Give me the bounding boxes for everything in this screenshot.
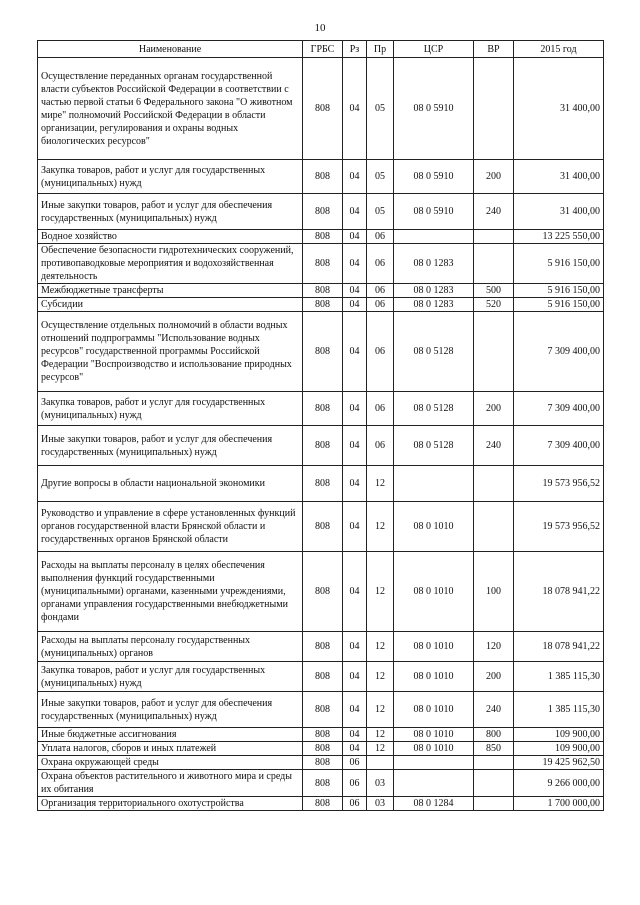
cell-sum: 5 916 150,00: [514, 298, 604, 312]
cell-grbs: 808: [303, 392, 343, 426]
cell-vr: 200: [474, 160, 514, 194]
cell-vr: [474, 502, 514, 552]
cell-name: Уплата налогов, сборов и иных платежей: [38, 742, 303, 756]
cell-rz: 04: [343, 244, 367, 284]
table-row: [38, 244, 604, 284]
cell-pr: [367, 756, 394, 770]
page-number: 10: [314, 22, 326, 34]
cell-csr: 08 0 5128: [394, 392, 474, 426]
cell-csr: 08 0 5128: [394, 312, 474, 392]
cell-grbs: 808: [303, 194, 343, 230]
cell-name: Иные закупки товаров, работ и услуг для обеспечения государственных (муниципальных) нужд: [38, 692, 303, 728]
header-pr: Пр: [367, 41, 394, 58]
cell-vr: 800: [474, 728, 514, 742]
cell-csr: 08 0 5910: [394, 160, 474, 194]
cell-sum: 5 916 150,00: [514, 284, 604, 298]
header-rz: Рз: [343, 41, 367, 58]
table-row: [38, 284, 604, 298]
cell-pr: 06: [367, 298, 394, 312]
cell-vr: [474, 797, 514, 811]
cell-rz: 04: [343, 728, 367, 742]
budget-table: [37, 40, 604, 811]
cell-grbs: 808: [303, 728, 343, 742]
cell-csr: 08 0 5910: [394, 58, 474, 160]
table-row: [38, 552, 604, 632]
cell-csr: 08 0 1283: [394, 284, 474, 298]
cell-csr: 08 0 1010: [394, 728, 474, 742]
cell-rz: 04: [343, 194, 367, 230]
cell-vr: [474, 770, 514, 797]
cell-csr: 08 0 1010: [394, 742, 474, 756]
cell-pr: 06: [367, 392, 394, 426]
cell-sum: 7 309 400,00: [514, 392, 604, 426]
cell-name: Охрана объектов растительного и животного мира и среды их обитания: [38, 770, 303, 797]
cell-name: Охрана окружающей среды: [38, 756, 303, 770]
cell-rz: 06: [343, 756, 367, 770]
cell-name: Иные закупки товаров, работ и услуг для обеспечения государственных (муниципальных) нужд: [38, 426, 303, 466]
cell-vr: [474, 756, 514, 770]
table-header-row: [38, 41, 604, 58]
table-row: [38, 160, 604, 194]
cell-grbs: 808: [303, 160, 343, 194]
cell-vr: 240: [474, 426, 514, 466]
cell-name: Руководство и управление в сфере установленных функций органов государственной власти Брянской области и государственных органов Брянской области: [38, 502, 303, 552]
cell-rz: 04: [343, 742, 367, 756]
cell-csr: 08 0 5910: [394, 194, 474, 230]
table-row: [38, 194, 604, 230]
cell-grbs: 808: [303, 298, 343, 312]
cell-pr: 12: [367, 728, 394, 742]
cell-csr: 08 0 1284: [394, 797, 474, 811]
cell-csr: [394, 466, 474, 502]
cell-pr: 12: [367, 502, 394, 552]
cell-rz: 04: [343, 426, 367, 466]
header-csr: ЦСР: [394, 41, 474, 58]
table-row: [38, 770, 604, 797]
cell-pr: 06: [367, 230, 394, 244]
cell-vr: 240: [474, 194, 514, 230]
cell-rz: 04: [343, 160, 367, 194]
cell-rz: 04: [343, 692, 367, 728]
cell-grbs: 808: [303, 797, 343, 811]
cell-rz: 04: [343, 284, 367, 298]
table-row: [38, 728, 604, 742]
cell-vr: [474, 230, 514, 244]
cell-name: Субсидии: [38, 298, 303, 312]
cell-vr: 200: [474, 392, 514, 426]
cell-name: Иные бюджетные ассигнования: [38, 728, 303, 742]
cell-csr: 08 0 1283: [394, 298, 474, 312]
cell-vr: 850: [474, 742, 514, 756]
cell-grbs: 808: [303, 244, 343, 284]
cell-grbs: 808: [303, 312, 343, 392]
cell-sum: 19 425 962,50: [514, 756, 604, 770]
cell-pr: 05: [367, 160, 394, 194]
cell-vr: 520: [474, 298, 514, 312]
cell-name: Обеспечение безопасности гидротехнических сооружений, противопаводковые мероприятия и водохозяйственная деятельность: [38, 244, 303, 284]
table-row: [38, 298, 604, 312]
cell-csr: [394, 756, 474, 770]
cell-csr: 08 0 1010: [394, 502, 474, 552]
cell-csr: [394, 230, 474, 244]
cell-name: Водное хозяйство: [38, 230, 303, 244]
cell-pr: 03: [367, 770, 394, 797]
cell-pr: 06: [367, 244, 394, 284]
cell-grbs: 808: [303, 632, 343, 662]
cell-rz: 04: [343, 230, 367, 244]
cell-sum: 109 900,00: [514, 742, 604, 756]
cell-sum: 7 309 400,00: [514, 426, 604, 466]
cell-sum: 19 573 956,52: [514, 502, 604, 552]
cell-name: Организация территориального охотустройства: [38, 797, 303, 811]
table-row: [38, 502, 604, 552]
cell-pr: 12: [367, 466, 394, 502]
cell-sum: 18 078 941,22: [514, 632, 604, 662]
cell-sum: 18 078 941,22: [514, 552, 604, 632]
cell-name: Другие вопросы в области национальной экономики: [38, 466, 303, 502]
header-grbs: ГРБС: [303, 41, 343, 58]
cell-name: Закупка товаров, работ и услуг для государственных (муниципальных) нужд: [38, 392, 303, 426]
cell-vr: [474, 466, 514, 502]
cell-rz: 06: [343, 770, 367, 797]
cell-rz: 04: [343, 312, 367, 392]
cell-rz: 04: [343, 58, 367, 160]
cell-name: Расходы на выплаты персоналу государственных (муниципальных) органов: [38, 632, 303, 662]
table-row: [38, 692, 604, 728]
cell-csr: [394, 770, 474, 797]
cell-rz: 04: [343, 466, 367, 502]
cell-name: Осуществление отдельных полномочий в области водных отношений подпрограммы "Использование водных ресурсов" государственной программы Российской Федерации "Воспроизводство и использование природных ресурсов": [38, 312, 303, 392]
table-row: [38, 312, 604, 392]
table-row: [38, 230, 604, 244]
cell-grbs: 808: [303, 552, 343, 632]
cell-name: Закупка товаров, работ и услуг для государственных (муниципальных) нужд: [38, 160, 303, 194]
cell-rz: 04: [343, 392, 367, 426]
cell-grbs: 808: [303, 466, 343, 502]
cell-pr: 12: [367, 692, 394, 728]
cell-name: Иные закупки товаров, работ и услуг для обеспечения государственных (муниципальных) нужд: [38, 194, 303, 230]
header-name: Наименование: [38, 41, 303, 58]
cell-sum: 1 700 000,00: [514, 797, 604, 811]
cell-pr: 12: [367, 742, 394, 756]
cell-grbs: 808: [303, 426, 343, 466]
header-vr: ВР: [474, 41, 514, 58]
table-row: [38, 466, 604, 502]
cell-rz: 04: [343, 552, 367, 632]
cell-name: Закупка товаров, работ и услуг для государственных (муниципальных) нужд: [38, 662, 303, 692]
cell-vr: 100: [474, 552, 514, 632]
cell-vr: 240: [474, 692, 514, 728]
cell-sum: 7 309 400,00: [514, 312, 604, 392]
cell-pr: 06: [367, 426, 394, 466]
cell-sum: 31 400,00: [514, 58, 604, 160]
cell-rz: 04: [343, 502, 367, 552]
cell-pr: 05: [367, 194, 394, 230]
cell-sum: 109 900,00: [514, 728, 604, 742]
cell-grbs: 808: [303, 770, 343, 797]
cell-pr: 12: [367, 632, 394, 662]
cell-sum: 31 400,00: [514, 194, 604, 230]
cell-rz: 06: [343, 797, 367, 811]
table-row: [38, 742, 604, 756]
cell-vr: 120: [474, 632, 514, 662]
cell-vr: 500: [474, 284, 514, 298]
cell-vr: 200: [474, 662, 514, 692]
cell-grbs: 808: [303, 230, 343, 244]
cell-name: Осуществление переданных органам государственной власти субъектов Российской Федерации в соответствии с частью первой статьи 6 Федерального закона "О животном мире" полномочий Российской Федерации в области организации, регулирования и охраны водных биологических ресурсов": [38, 58, 303, 160]
table-row: [38, 426, 604, 466]
cell-sum: 1 385 115,30: [514, 662, 604, 692]
cell-csr: 08 0 1010: [394, 552, 474, 632]
cell-name: Расходы на выплаты персоналу в целях обеспечения выполнения функций государственными (муниципальными) органами, казенными учреждениями, органами управления государственными внебюджетными фондами: [38, 552, 303, 632]
cell-sum: 19 573 956,52: [514, 466, 604, 502]
table-row: [38, 756, 604, 770]
cell-csr: 08 0 5128: [394, 426, 474, 466]
table-row: [38, 632, 604, 662]
header-sum: 2015 год: [514, 41, 604, 58]
cell-grbs: 808: [303, 692, 343, 728]
cell-sum: 13 225 550,00: [514, 230, 604, 244]
cell-pr: 12: [367, 552, 394, 632]
cell-vr: [474, 58, 514, 160]
cell-pr: 05: [367, 58, 394, 160]
cell-vr: [474, 244, 514, 284]
cell-pr: 03: [367, 797, 394, 811]
cell-pr: 06: [367, 312, 394, 392]
cell-csr: 08 0 1010: [394, 692, 474, 728]
cell-rz: 04: [343, 298, 367, 312]
table-row: [38, 58, 604, 160]
cell-grbs: 808: [303, 756, 343, 770]
cell-csr: 08 0 1010: [394, 662, 474, 692]
cell-grbs: 808: [303, 662, 343, 692]
cell-sum: 1 385 115,30: [514, 692, 604, 728]
cell-rz: 04: [343, 632, 367, 662]
cell-pr: 06: [367, 284, 394, 298]
table-row: [38, 797, 604, 811]
cell-rz: 04: [343, 662, 367, 692]
cell-grbs: 808: [303, 284, 343, 298]
cell-vr: [474, 312, 514, 392]
table-row: [38, 392, 604, 426]
cell-grbs: 808: [303, 742, 343, 756]
cell-csr: 08 0 1010: [394, 632, 474, 662]
cell-name: Межбюджетные трансферты: [38, 284, 303, 298]
cell-sum: 5 916 150,00: [514, 244, 604, 284]
cell-sum: 9 266 000,00: [514, 770, 604, 797]
table-row: [38, 662, 604, 692]
cell-csr: 08 0 1283: [394, 244, 474, 284]
cell-pr: 12: [367, 662, 394, 692]
cell-sum: 31 400,00: [514, 160, 604, 194]
cell-grbs: 808: [303, 502, 343, 552]
cell-grbs: 808: [303, 58, 343, 160]
